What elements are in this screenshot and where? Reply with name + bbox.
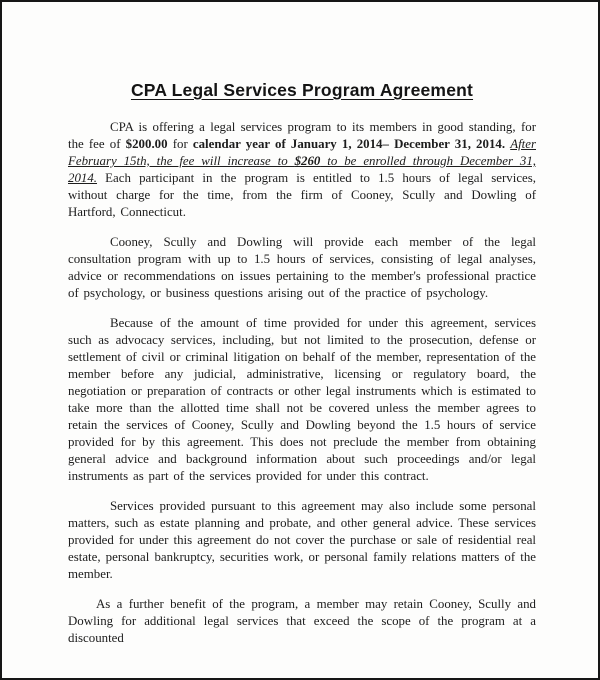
paragraph [68, 498, 536, 583]
document-body [68, 119, 536, 647]
document-title: CPA Legal Services Program Agreement [130, 80, 474, 100]
text-segment-normal: CPA is offering a legal services program to its members in good standing, for the fee of [68, 120, 536, 151]
paragraph [68, 234, 536, 302]
text-segment-bold-italic-underline: $260 [294, 154, 321, 168]
text-segment-bold: $200.00 [125, 137, 168, 151]
text-segment-italic-underline: After February 15th, the fee will increase to [68, 137, 536, 168]
text-segment-normal: Each participant in the program is entitled to 1.5 hours of legal services, without charge for the time, from the firm of Cooney, Scully and Dowling of Hartford, Connecticut. [68, 171, 536, 219]
text-segment-italic-underline: to be enrolled through December 31, 2014. [68, 154, 536, 185]
paragraph [68, 596, 536, 647]
text-segment-normal: Services provided pursuant to this agreement may also include some personal matters, such as estate planning and probate, and other general advice. These services provided for under this agreement do not cover the purchase or sale of residential real estate, personal bankruptcy, securities work, or personal family relations matters of the member. [68, 499, 536, 581]
text-segment-bold: calendar year of January 1, 2014– December 31, 2014. [192, 137, 506, 151]
paragraph [68, 315, 536, 485]
document-content [2, 2, 598, 647]
text-segment-normal: for [167, 137, 193, 151]
paragraph [68, 119, 536, 221]
text-segment-normal: As a further benefit of the program, a member may retain Cooney, Scully and Dowling for additional legal services that exceed the scope of the program at a discounted [68, 597, 536, 645]
text-segment-normal: Because of the amount of time provided for under this agreement, services such as advocacy services, including, but not limited to the prosecution, defense or settlement of civil or criminal litigation on behalf of the member, representation of the member before any judicial, administrative, licensing or regulatory board, the negotiation or preparation of contracts or other legal instruments which is estimated to take more than the allotted time shall not be covered unless the member agrees to retain the services of Cooney, Scully and Dowling beyond the 1.5 hours of service provided for by this agreement. This does not preclude the member from obtaining general advice and background information about such proceedings and/or legal instruments as part of the services provided for under this contract. [68, 316, 536, 483]
text-segment-normal: Cooney, Scully and Dowling will provide each member of the legal consultation program with up to 1.5 hours of services, consisting of legal analyses, advice or recommendations on issues pertaining to the member's professional practice of psychology, or business questions arising out of the practice of psychology. [68, 235, 536, 300]
